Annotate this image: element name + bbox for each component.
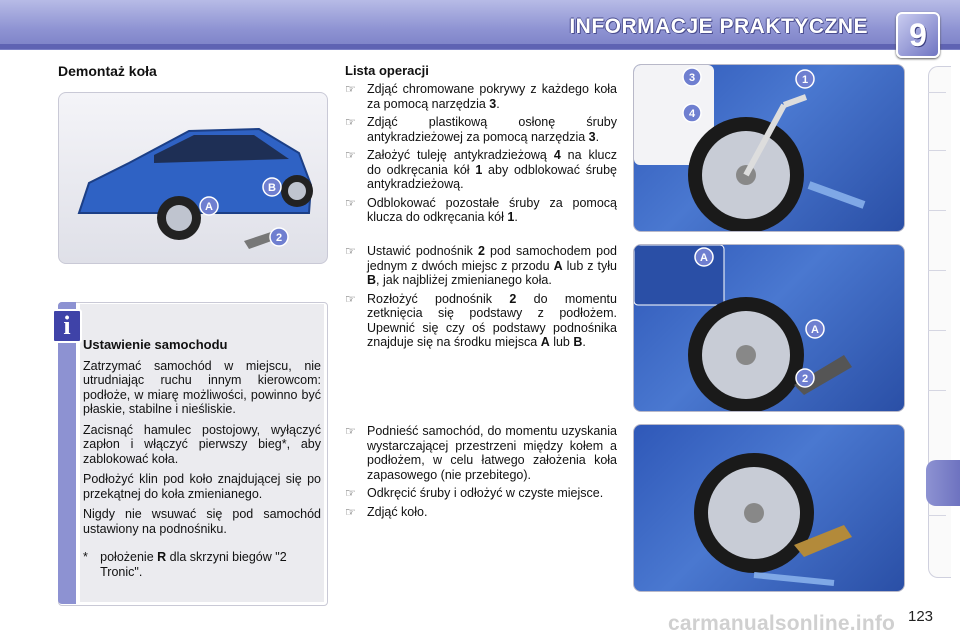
page-number: 123 bbox=[908, 608, 934, 625]
label-4: 4 bbox=[688, 108, 696, 120]
step-bold: 2 bbox=[477, 244, 485, 258]
photo-unlocking-bolts bbox=[633, 64, 905, 232]
step-text: Podnieść samochód, do momentu uzyskania wystarczającej przestrzeni między kołem a podłożem, w celu łatwego założenia koła zapasowego (nie przebitego). bbox=[367, 424, 617, 482]
step-text: Zdjąć koło. bbox=[367, 504, 428, 519]
list-item bbox=[345, 505, 617, 520]
step-bold: 4 bbox=[553, 148, 561, 162]
steps-group-1 bbox=[345, 82, 617, 229]
step-text: do momentu zetknięcia się podstawy z podłożem. Upewnić się czy oś podstawy podnośnika znajduje się na środku miejsca bbox=[367, 291, 617, 349]
pointing-hand-icon: ☞ bbox=[345, 291, 356, 306]
step-text: Zdjąć chromowane pokrywy z każdego koła za pomocą narzędzia bbox=[367, 82, 617, 111]
list-item bbox=[345, 292, 617, 350]
photo-positioning-jack bbox=[633, 244, 905, 412]
step-text: . bbox=[514, 210, 518, 224]
list-item bbox=[345, 115, 617, 144]
jack-position-illustration bbox=[634, 245, 904, 411]
footnote bbox=[83, 550, 321, 579]
list-item bbox=[345, 82, 617, 111]
info-paragraph: Nigdy nie wsuwać się pod samochód ustawiony na podnośniku. bbox=[83, 507, 321, 536]
pointing-hand-icon: ☞ bbox=[345, 424, 356, 438]
footnote-star: * bbox=[83, 550, 88, 564]
step-bold: A bbox=[540, 335, 550, 349]
step-bold: B bbox=[573, 335, 583, 349]
footnote-text bbox=[100, 550, 321, 579]
step-text: Odkręcić śruby i odłożyć w czyste miejsce. bbox=[367, 486, 604, 500]
list-title: Lista operacji bbox=[345, 63, 429, 78]
chapter-number: 9 bbox=[909, 17, 927, 53]
side-tab-divider bbox=[928, 515, 946, 516]
label-1: 1 bbox=[801, 74, 809, 86]
step-text: lub bbox=[549, 335, 574, 349]
label-a: A bbox=[205, 201, 213, 213]
step-text: Rozłożyć podnośnik bbox=[367, 291, 510, 306]
label-a: A bbox=[811, 324, 819, 336]
info-box-bar bbox=[58, 302, 76, 604]
step-text: , jak najbliżej zmienianego koła. bbox=[376, 273, 552, 287]
car-illustration bbox=[58, 92, 328, 264]
side-tab-divider bbox=[928, 270, 946, 271]
step-bold: 1 bbox=[507, 210, 515, 224]
info-title: Ustawienie samochodu bbox=[83, 337, 228, 352]
step-text: pod samochodem pod jednym z dwóch miejsc z przodu bbox=[367, 244, 617, 273]
footnote-pre: położenie bbox=[100, 550, 154, 564]
step-text: . bbox=[595, 129, 600, 144]
pointing-hand-icon: ☞ bbox=[345, 244, 356, 258]
label-2: 2 bbox=[801, 373, 809, 385]
pointing-hand-icon: ☞ bbox=[345, 504, 356, 519]
wheel-wrench-illustration bbox=[634, 65, 904, 231]
info-content bbox=[83, 338, 321, 579]
list-item bbox=[345, 424, 617, 482]
list-item bbox=[345, 148, 617, 192]
car-jack-points-illustration bbox=[59, 93, 327, 263]
page-header-title: INFORMACJE PRAKTYCZNE bbox=[569, 15, 868, 38]
label-3: 3 bbox=[688, 72, 696, 84]
lifted-wheel-illustration bbox=[634, 425, 904, 591]
steps-group-3 bbox=[345, 424, 617, 523]
header-stripe bbox=[0, 44, 960, 49]
section-title: Demontaż koła bbox=[58, 63, 157, 79]
step-text: . bbox=[582, 335, 586, 349]
step-bold: 3 bbox=[489, 96, 497, 111]
step-text: Zdjąć plastikową osłonę śruby antykradzieżowej za pomocą narzędzia bbox=[367, 115, 617, 144]
label-2: 2 bbox=[275, 232, 283, 244]
side-tab-divider bbox=[928, 330, 946, 331]
step-text: . bbox=[496, 96, 500, 111]
info-icon: i bbox=[52, 309, 82, 343]
side-tab-divider bbox=[928, 390, 946, 391]
list-item bbox=[345, 486, 617, 501]
side-tab-divider bbox=[928, 210, 946, 211]
pointing-hand-icon: ☞ bbox=[345, 82, 356, 96]
footnote-bold: R bbox=[157, 550, 167, 564]
step-text: lub z tyłu bbox=[562, 258, 617, 273]
step-text: Ustawić podnośnik bbox=[367, 244, 478, 258]
pointing-hand-icon: ☞ bbox=[345, 115, 356, 129]
footnote-post: dla skrzyni biegów "2 Tronic". bbox=[100, 550, 287, 579]
step-text: na klucz do odkręcania kół bbox=[367, 148, 617, 177]
step-text: aby odblokować śrubę antykradzieżową. bbox=[367, 162, 618, 191]
step-text: Odblokować pozostałe śruby za pomocą klucza do odkręcania kół bbox=[367, 195, 617, 224]
side-tab-divider bbox=[928, 92, 946, 93]
pointing-hand-icon: ☞ bbox=[345, 486, 356, 500]
pointing-hand-icon: ☞ bbox=[345, 148, 356, 162]
info-paragraph: Zacisnąć hamulec postojowy, wyłączyć zapłon i włączyć pierwszy bieg*, aby zablokować koła. bbox=[83, 422, 321, 466]
step-bold: 1 bbox=[475, 162, 483, 177]
steps-group-2 bbox=[345, 244, 617, 354]
info-paragraph: Podłożyć klin pod koło znajdującej się po przekątnej do koła zmienianego. bbox=[83, 472, 321, 501]
chapter-badge bbox=[896, 12, 940, 58]
watermark: carmanualsonline.info bbox=[668, 612, 896, 635]
list-item bbox=[345, 244, 617, 288]
list-item bbox=[345, 196, 617, 225]
step-text: Założyć tuleję antykradzieżową bbox=[367, 148, 554, 162]
step-bold: A bbox=[553, 258, 563, 273]
label-a: A bbox=[700, 252, 708, 264]
side-tab-chapter-9[interactable] bbox=[926, 460, 960, 506]
label-b: B bbox=[268, 182, 276, 194]
step-bold: 3 bbox=[588, 129, 596, 144]
side-tab-divider bbox=[928, 150, 946, 151]
step-bold: B bbox=[367, 273, 377, 287]
photo-lifting-vehicle bbox=[633, 424, 905, 592]
info-paragraph: Zatrzymać samochód w miejscu, nie utrudniając ruchu innym kierowcom: podłoże, w miarę możliwości, powinno być płaskie, stabilne i nieśliskie. bbox=[83, 358, 321, 416]
step-bold: 2 bbox=[509, 291, 517, 306]
pointing-hand-icon: ☞ bbox=[345, 195, 356, 210]
